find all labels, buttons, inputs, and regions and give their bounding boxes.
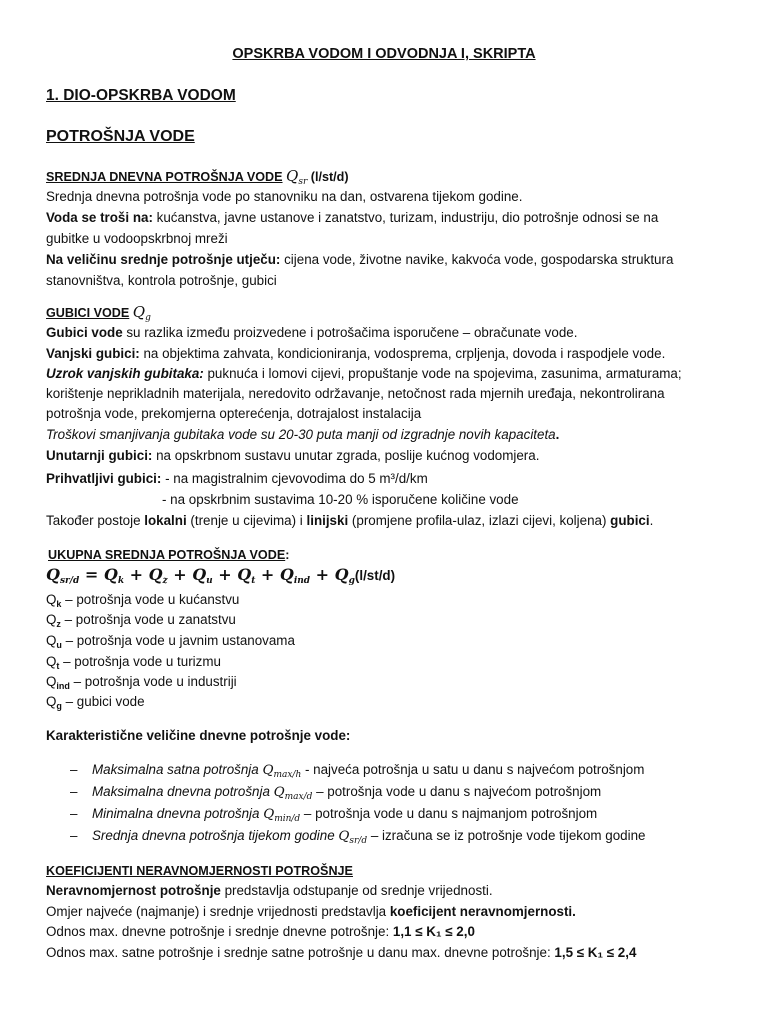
list-item: $Q_g$ – gubici vode — [46, 694, 145, 711]
section-heading-average-consumption — [46, 166, 728, 187]
paragraph-line: Na veličinu srednje potrošnje utječu: cijena vode, životne navike, kakvoća vode, gospodarska struktura — [46, 252, 674, 267]
math-symbol: $Q_g$ — [132, 303, 151, 323]
section-heading-losses — [46, 302, 728, 323]
paragraph-line: Omjer najveće (najmanje) i srednje vrijednosti predstavlja koeficijent neravnomjernosti. — [46, 904, 576, 919]
paragraph-line: stanovništva, kontrola potrošnje, gubici — [46, 273, 277, 288]
paragraph-line: Gubici vode su razlika između proizvedene i potrošačima isporučene – obračunate vode. — [46, 325, 578, 340]
bullet-item: Minimalna dnevna potrošnja $Q_{min/d}$ – potrošnja vode u danu s najmanjom potrošnjom — [92, 806, 598, 824]
paragraph-line: Unutarnji gubici: na opskrbnom sustavu unutar zgrada, poslije kućnog vodomjera. — [46, 448, 540, 463]
paragraph-line: gubitke u vodoopskrbnoj mreži — [46, 231, 228, 246]
paragraph-line: Prihvatljivi gubici: - na magistralnim cjevovodima do 5 m³/d/km — [46, 471, 428, 486]
paragraph-line: Neravnomjernost potrošnje predstavlja odstupanje od srednje vrijednosti. — [46, 883, 493, 898]
paragraph-line: Odnos max. dnevne potrošnje i srednje dnevne potrošnje: 1,1 ≤ K₁ ≤ 2,0 — [46, 924, 475, 939]
list-item: $Q_u$ – potrošnja vode u javnim ustanovama — [46, 633, 295, 650]
bullet-dash: – — [70, 762, 78, 777]
paragraph-line: potrošnja vode, prekomjerna opterećenja, dotrajalost instalacija — [46, 406, 422, 421]
paragraph-line: Uzrok vanjskih gubitaka: puknuća i lomovi cijevi, propuštanje vode na spojevima, zasunima, armaturama; — [46, 366, 682, 381]
list-item: $Q_t$ – potrošnja vode u turizmu — [46, 654, 221, 671]
part-heading: 1. DIO-OPSKRBA VODOM — [46, 87, 236, 104]
bullet-item: Srednja dnevna potrošnja tijekom godine $Q_{sr/d}$ – izračuna se iz potrošnje vode tijekom godine — [92, 828, 646, 846]
paragraph-line: - na opskrbnim sustavima 10-20 % isporučene količine vode — [162, 492, 519, 507]
bullet-dash: – — [70, 784, 78, 799]
unit-label: (l/st/d) — [310, 170, 349, 184]
paragraph-line: Voda se troši na: kućanstva, javne ustanove i zanatstvo, turizam, industriju, dio potrošnje odnosi se na — [46, 210, 659, 225]
bullet-item: Maksimalna satna potrošnja $Q_{max/h}$ - najveća potrošnja u satu u danu s najvećom potrošnjom — [92, 762, 645, 780]
paragraph-line: korištenje neprikladnih materijala, neredovito održavanje, netočnost rada mjernih uređaja, nekontrolirana — [46, 386, 665, 401]
section-heading-text: GUBICI VODE — [46, 306, 130, 320]
section-heading-coefficients: KOEFICIJENTI NERAVNOMJERNOSTI POTROŠNJE — [46, 864, 353, 878]
chapter-heading: POTROŠNJA VODE — [46, 128, 195, 145]
section-heading-total-consumption: UKUPNA SREDNJA POTROŠNJA VODE: — [48, 548, 290, 562]
list-item: $Q_k$ – potrošnja vode u kućanstvu — [46, 592, 240, 609]
paragraph-line: Srednja dnevna potrošnja vode po stanovniku na dan, ostvarena tijekom godine. — [46, 189, 523, 204]
list-item: $Q_z$ – potrošnja vode u zanatstvu — [46, 612, 236, 629]
paragraph-line: Također postoje lokalni (trenje u cijevima) i linijski (promjene profila-ulaz, izlazi cijevi, koljena) gubici. — [46, 513, 654, 528]
bullet-dash: – — [70, 828, 78, 843]
section-heading-text: SREDNJA DNEVNA POTROŠNJA VODE — [46, 170, 283, 184]
section-heading-characteristic-values: Karakteristične veličine dnevne potrošnje vode: — [46, 728, 351, 743]
total-consumption-formula: $Q_{sr/d} = Q_k + Q_z + Q_u + Q_t + Q_{ind} + Q_g(l/st/d)$ — [46, 565, 396, 586]
paragraph-line: Vanjski gubici: na objektima zahvata, kondicioniranja, vodosprema, crpljenja, dovoda i raspodjele vode. — [46, 346, 666, 361]
paragraph-line: Troškovi smanjivanja gubitaka vode su 20-30 puta manji od izgradnje novih kapaciteta. — [46, 427, 560, 442]
paragraph-line: Odnos max. satne potrošnje i srednje satne potrošnje u danu max. dnevne potrošnje: 1,5 ≤ K₁ ≤ 2,4 — [46, 945, 637, 960]
list-item: $Q_{ind}$ – potrošnja vode u industriji — [46, 674, 237, 691]
bullet-dash: – — [70, 806, 78, 821]
bullet-item: Maksimalna dnevna potrošnja $Q_{max/d}$ – potrošnja vode u danu s najvećom potrošnjom — [92, 784, 602, 802]
math-symbol: $Q_{sr}$ — [286, 167, 308, 187]
document-title: OPSKRBA VODOM I ODVODNJA I, SKRIPTA — [232, 46, 536, 62]
